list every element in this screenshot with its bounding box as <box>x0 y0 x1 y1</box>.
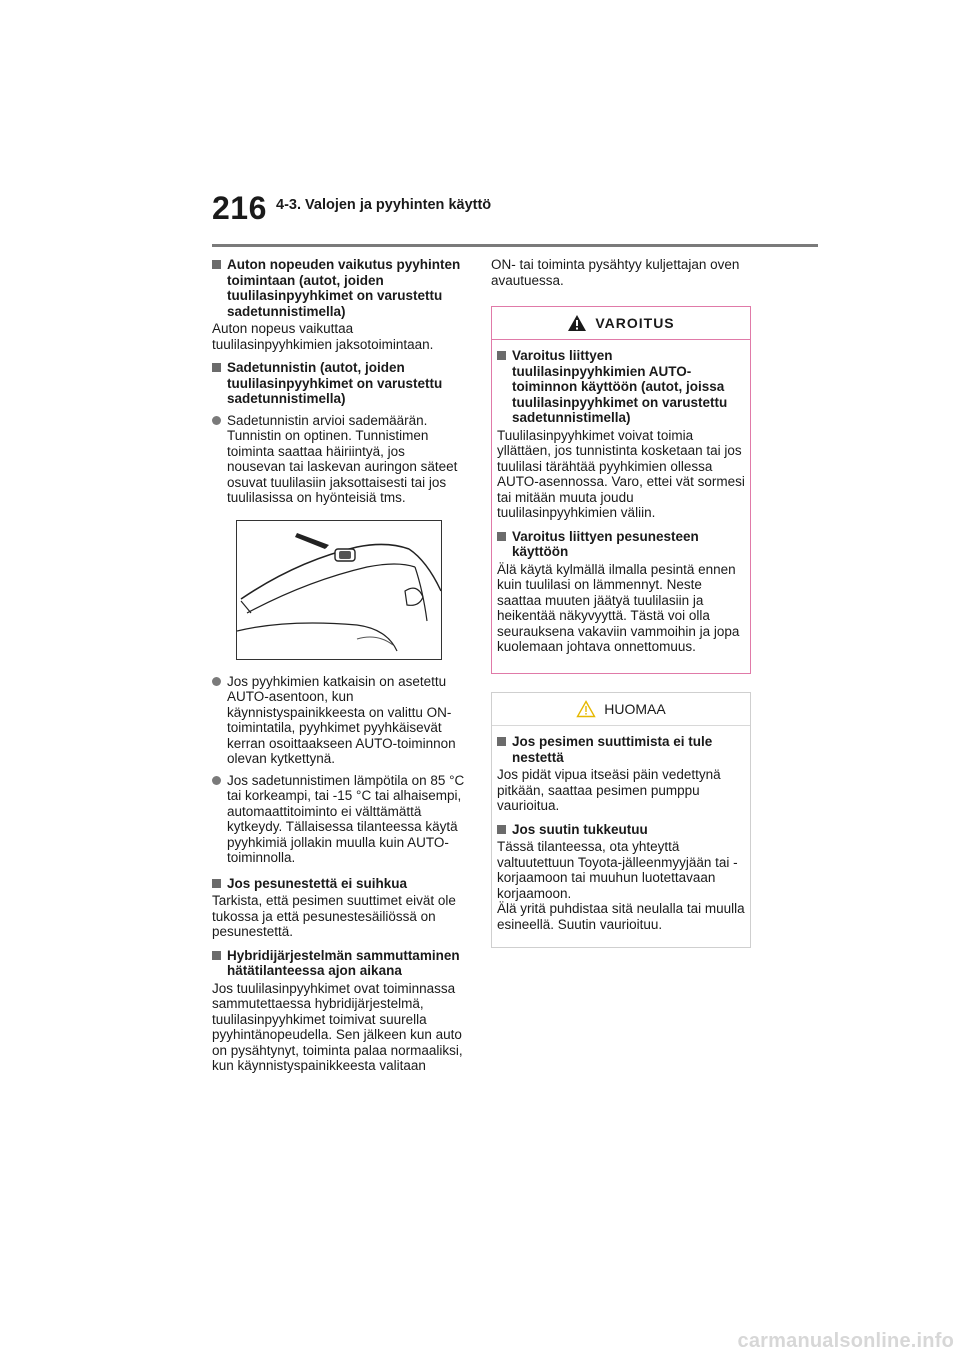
warning-triangle-icon <box>567 314 587 332</box>
header-rule <box>212 244 818 247</box>
square-bullet-icon <box>212 260 221 269</box>
bullet-item: Jos sadetunnistimen lämpötila on 85 °C tai korkeampi, tai -15 °C tai alhaisempi, automaattitoiminto ei välttämättä kytkeydy. Tällaisessa tilanteessa käytä pyyhkimiä jollakin muulla kuin AUTO-toiminnolla. <box>212 773 467 866</box>
heading-rain-sensor: Sadetunnistin (autot, joiden tuulilasinpyyhkimet on varustettu sadetunnistimella) <box>212 360 467 407</box>
paragraph: Jos tuulilasinpyyhkimet ovat toiminnassa sammutettaessa hybridijärjestelmä, tuulilasinpyyhkimet toimivat suurella pyyhintänopeudella. Sen jälkeen kun auto on pysähtynyt, toiminta palaa normaaliksi, kun käynnistyspainikkeesta valitaan <box>212 980 463 1073</box>
paragraph: Auton nopeus vaikuttaa tuulilasinpyyhkimien jaksotoimintaan. <box>212 321 434 352</box>
paragraph: Tarkista, että pesimen suuttimet eivät ole tukossa ja että pesunestesäiliössä on pesunestettä. <box>212 893 456 939</box>
bullet-item: Jos pyyhkimien katkaisin on asetettu AUTO-asentoon, kun käynnistyspainikkeesta on valittu ON-toimintatila, pyyhkimet pyyhkäisevät kerran osoittaakseen AUTO-toiminnon olevan kytkettynä. <box>212 674 467 767</box>
notice-box <box>491 692 751 948</box>
section-title: 4-3. Valojen ja pyyhinten käyttö <box>276 197 492 213</box>
heading-washer-fluid: Jos pesunestettä ei suihkua <box>212 876 467 892</box>
watermark: carmanualsonline.info <box>737 1330 954 1352</box>
square-bullet-icon <box>497 825 506 834</box>
right-column-top <box>491 257 751 296</box>
bullet-item: Sadetunnistin arvioi sademäärän. Tunnistin on optinen. Tunnistimen toiminta saattaa häiriintyä, jos nousevan tai laskevan auringon säteet osuvat tuulilasiin jaksottaisesti tai jos tuulilasissa on hyönteisiä tms. <box>212 413 467 506</box>
heading-speed-effect: Auton nopeuden vaikutus pyyhinten toimintaan (autot, joiden tuulilasinpyyhkimet on varustettu sadetunnistimella) <box>212 257 467 319</box>
square-bullet-icon <box>212 951 221 960</box>
square-bullet-icon <box>497 737 506 746</box>
square-bullet-icon <box>212 879 221 888</box>
windshield-sensor-illustration <box>236 520 442 660</box>
warning-box-body <box>492 340 750 669</box>
round-bullet-icon <box>212 416 221 425</box>
paragraph: Älä yritä puhdistaa sitä neulalla tai muulla esineellä. Suutin vaurioituu. <box>497 901 745 932</box>
square-bullet-icon <box>212 363 221 372</box>
round-bullet-icon <box>212 677 221 686</box>
caution-triangle-icon <box>576 700 596 718</box>
square-bullet-icon <box>497 532 506 541</box>
paragraph-continued: ON- tai toiminta pysähtyy kuljettajan oven avautuessa. <box>491 257 740 288</box>
heading-wiper-auto-warning: Varoitus liittyen tuulilasinpyyhkimien AUTO-toiminnon käyttöön (autot, joissa tuulilasinpyyhkimet on varustettu sadetunnistimella) <box>497 348 745 426</box>
warning-box-header <box>492 307 750 340</box>
round-bullet-icon <box>212 776 221 785</box>
paragraph: Jos pidät vipua itseäsi päin vedettynä pitkään, saattaa pesimen pumppu vaurioitua. <box>497 767 721 813</box>
square-bullet-icon <box>497 351 506 360</box>
heading-emergency-shutdown: Hybridijärjestelmän sammuttaminen hätätilanteessa ajon aikana <box>212 948 467 979</box>
car-windshield-drawing <box>237 521 441 659</box>
heading-washer-warning: Varoitus liittyen pesunesteen käyttöön <box>497 529 745 560</box>
paragraph: Tässä tilanteessa, ota yhteyttä valtuutettuun Toyota-jälleenmyyjään tai -korjaamoon tai muuhun luotettavaan korjaamoon. <box>497 839 738 901</box>
paragraph: Älä käytä kylmällä ilmalla pesintä ennen kuin tuulilasi on lämmennyt. Neste saattaa muuten jäätyä tuulilasiin ja heikentää näkyvyyttä. Tästä voi olla seurauksena vakaviin vammoihin ja jopa kuolemaan johtava onnettomuus. <box>497 561 740 654</box>
left-column <box>212 257 467 1082</box>
paragraph: Tuulilasinpyyhkimet voivat toimia yllättäen, jos tunnistinta kosketaan tai jos tuulilasi tärähtää pyyhkimien ollessa AUTO-asennossa. Varo, ettei vät sormesi tai mitään muuta joudu tuulilasinpyyhkimien väliin. <box>497 427 745 520</box>
heading-no-fluid: Jos pesimen suuttimista ei tule nestettä <box>497 734 745 765</box>
notice-box-header <box>492 693 750 726</box>
page-number: 216 <box>212 190 267 226</box>
warning-box <box>491 306 751 674</box>
heading-nozzle-clogged: Jos suutin tukkeutuu <box>497 822 745 838</box>
notice-box-body <box>492 726 750 946</box>
notice-title: HUOMAA <box>604 701 666 717</box>
warning-title: VAROITUS <box>595 315 675 331</box>
